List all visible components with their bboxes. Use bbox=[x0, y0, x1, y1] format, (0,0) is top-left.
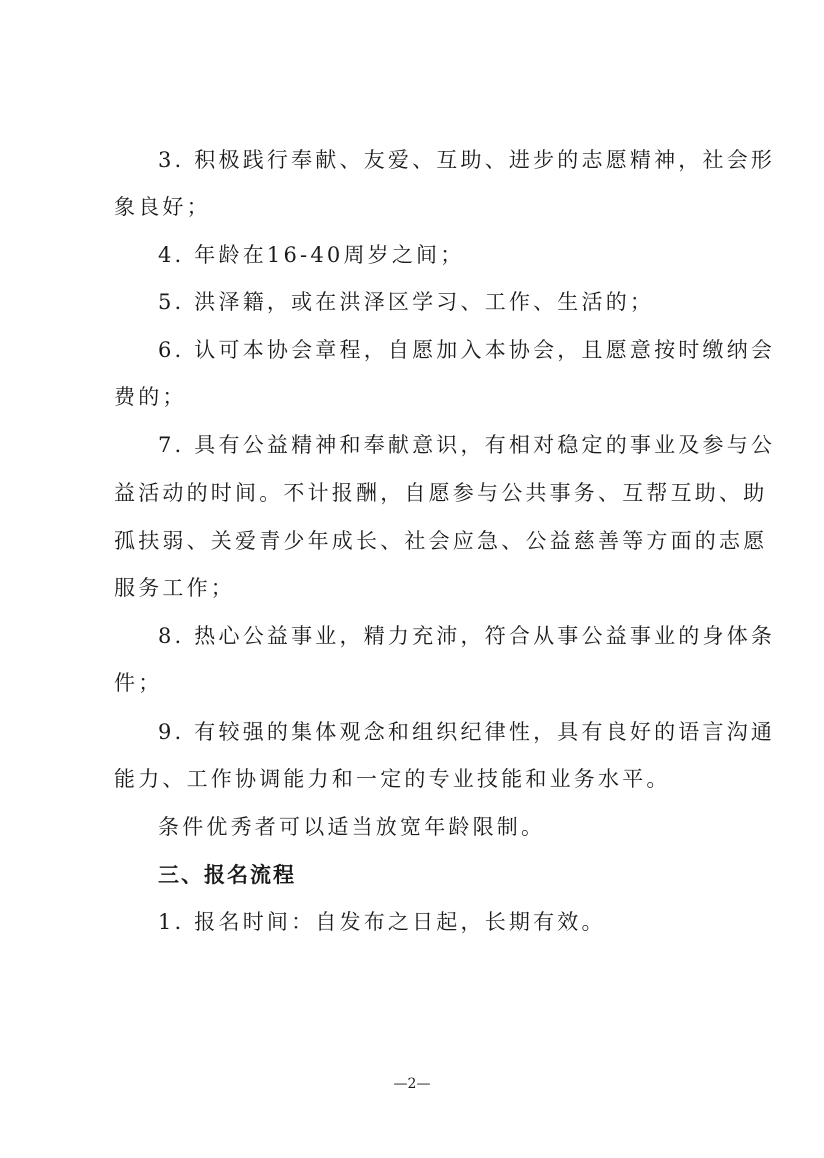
item-5: 5. 洪泽籍，或在洪泽区学习、工作、生活的； bbox=[158, 290, 655, 314]
registration-time: 1. 报名时间：自发布之日起，长期有效。 bbox=[158, 910, 606, 934]
item-7-line-3: 孤扶弱、关爱青少年成长、社会应急、公益慈善等方面的志愿 bbox=[114, 529, 768, 553]
item-8-line-1: 8. 热心公益事业，精力充沛，符合从事公益事业的身体条 bbox=[158, 624, 776, 648]
item-9-line-1: 9. 有较强的集体观念和组织纪律性，具有良好的语言沟通 bbox=[158, 720, 776, 744]
page-number: —2— bbox=[393, 1076, 431, 1092]
item-6-line-1: 6. 认可本协会章程，自愿加入本协会，且愿意按时缴纳会 bbox=[158, 338, 776, 362]
age-note: 条件优秀者可以适当放宽年龄限制。 bbox=[158, 815, 546, 839]
item-7-line-2: 益活动的时间。不计报酬，自愿参与公共事务、互帮互助、助 bbox=[114, 481, 768, 505]
item-3-line-2: 象良好； bbox=[114, 195, 211, 219]
item-6-line-2: 费的； bbox=[114, 385, 187, 409]
item-9-line-2: 能力、工作协调能力和一定的专业技能和业务水平。 bbox=[114, 767, 671, 791]
item-8-line-2: 件； bbox=[114, 671, 163, 695]
section-heading-registration: 三、报名流程 bbox=[158, 863, 296, 887]
item-7-line-4: 服务工作； bbox=[114, 576, 235, 600]
item-3-line-1: 3. 积极践行奉献、友爱、互助、进步的志愿精神，社会形 bbox=[158, 148, 776, 172]
item-7-line-1: 7. 具有公益精神和奉献意识，有相对稳定的事业及参与公 bbox=[158, 433, 776, 457]
item-4: 4. 年龄在16-40周岁之间； bbox=[158, 243, 465, 267]
